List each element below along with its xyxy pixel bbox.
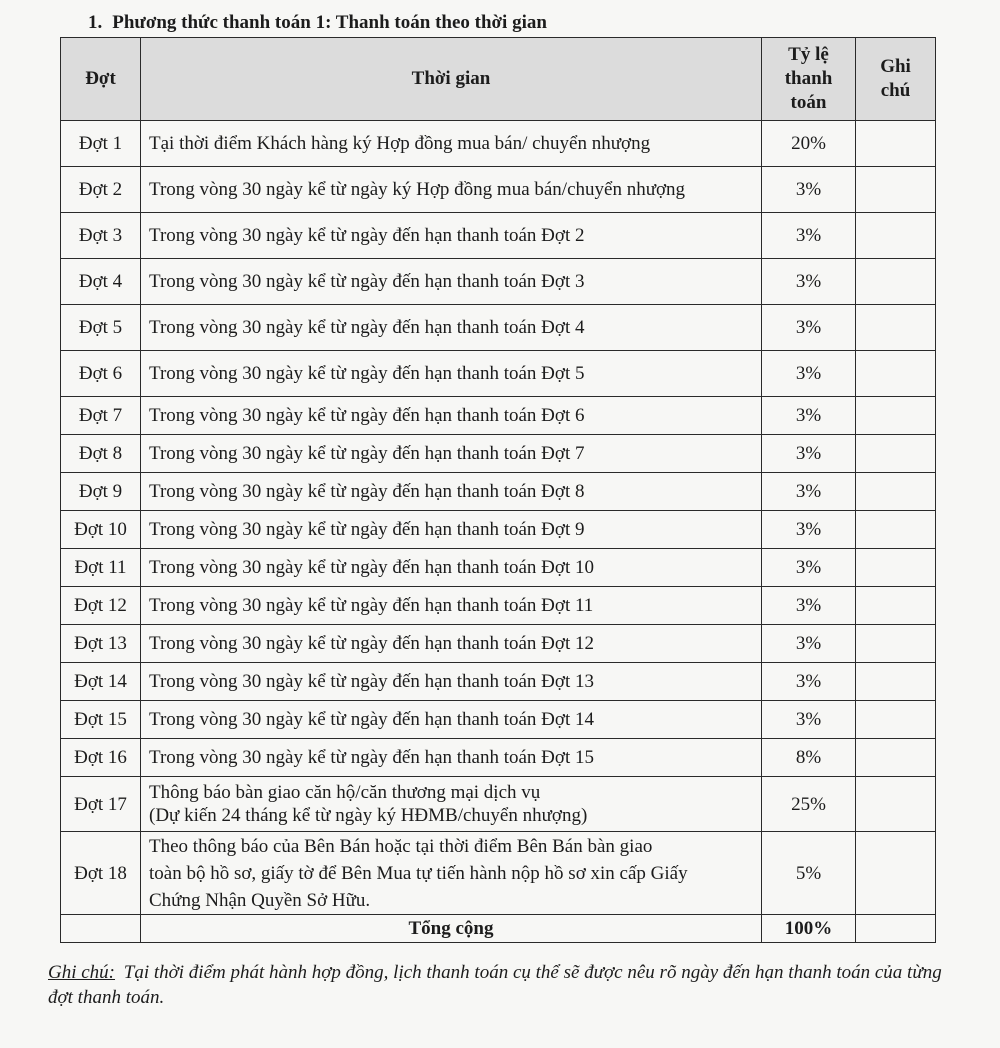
header-note-line: Ghi	[880, 56, 911, 77]
period-cell: Đợt 18	[61, 832, 141, 915]
period-cell: Đợt 3	[61, 213, 141, 259]
period-cell: Đợt 12	[61, 587, 141, 625]
rate-cell: 3%	[762, 587, 856, 625]
rate-cell: 25%	[762, 777, 856, 832]
total-note-cell	[856, 915, 936, 943]
time-cell	[141, 305, 762, 351]
table-row	[61, 587, 936, 625]
note-cell	[856, 121, 936, 167]
note-cell	[856, 259, 936, 305]
time-cell	[141, 435, 762, 473]
note-cell	[856, 305, 936, 351]
period-cell: Đợt 8	[61, 435, 141, 473]
table-row	[61, 663, 936, 701]
time-cell	[141, 213, 762, 259]
time-line: Trong vòng 30 ngày kể từ ngày đến hạn thanh toán Đợt 4	[149, 317, 585, 338]
total-row	[61, 915, 936, 943]
rate-cell: 8%	[762, 739, 856, 777]
header-note-line: chú	[880, 80, 911, 101]
table-row	[61, 397, 936, 435]
footnote-text: Tại thời điểm phát hành hợp đồng, lịch thanh toán cụ thể sẽ được nêu rõ ngày đến hạn thanh toán của từng đợt thanh toán.	[48, 962, 942, 1008]
time-cell	[141, 777, 762, 832]
rate-cell: 5%	[762, 832, 856, 915]
time-line: Chứng Nhận Quyền Sở Hữu.	[149, 889, 371, 911]
note-cell	[856, 473, 936, 511]
footnote-label: Ghi chú:	[48, 962, 116, 983]
note-cell	[856, 777, 936, 832]
time-line: Trong vòng 30 ngày kể từ ngày đến hạn thanh toán Đợt 9	[149, 519, 585, 540]
time-line: Trong vòng 30 ngày kể từ ngày đến hạn thanh toán Đợt 5	[149, 363, 585, 384]
time-line: toàn bộ hồ sơ, giấy tờ để Bên Mua tự tiến hành nộp hồ sơ xin cấp Giấy	[149, 862, 688, 884]
rate-cell: 3%	[762, 663, 856, 701]
note-cell	[856, 663, 936, 701]
time-cell	[141, 663, 762, 701]
period-cell: Đợt 6	[61, 351, 141, 397]
table-row	[61, 121, 936, 167]
header-rate	[762, 38, 856, 121]
time-line: Trong vòng 30 ngày kể từ ngày đến hạn thanh toán Đợt 7	[149, 443, 585, 464]
note-cell	[856, 701, 936, 739]
note-cell	[856, 587, 936, 625]
time-line: Trong vòng 30 ngày kể từ ngày đến hạn thanh toán Đợt 13	[149, 671, 594, 692]
time-line: Trong vòng 30 ngày kể từ ngày đến hạn thanh toán Đợt 15	[149, 747, 594, 768]
time-cell	[141, 121, 762, 167]
table-row	[61, 435, 936, 473]
table-row	[61, 351, 936, 397]
header-rate-line: Tỷ lệ	[788, 44, 829, 65]
note-cell	[856, 549, 936, 587]
period-cell: Đợt 5	[61, 305, 141, 351]
time-cell	[141, 351, 762, 397]
header-rate-line: thanh	[784, 68, 833, 89]
time-line: (Dự kiến 24 tháng kể từ ngày ký HĐMB/chuyển nhượng)	[149, 805, 588, 826]
payment-schedule-table	[60, 37, 936, 943]
header-period: Đợt	[61, 38, 141, 121]
total-period-cell	[61, 915, 141, 943]
rate-cell: 3%	[762, 701, 856, 739]
note-cell	[856, 435, 936, 473]
table-row	[61, 625, 936, 663]
time-line: Thông báo bàn giao căn hộ/căn thương mại dịch vụ	[149, 782, 541, 803]
time-cell	[141, 397, 762, 435]
time-line: Trong vòng 30 ngày kể từ ngày đến hạn thanh toán Đợt 8	[149, 481, 585, 502]
rate-cell: 3%	[762, 167, 856, 213]
table-row	[61, 739, 936, 777]
time-line: Theo thông báo của Bên Bán hoặc tại thời điểm Bên Bán bàn giao	[149, 835, 653, 857]
rate-cell: 3%	[762, 549, 856, 587]
table-row	[61, 213, 936, 259]
total-label: Tổng cộng	[141, 915, 762, 943]
table-row	[61, 167, 936, 213]
time-line: Trong vòng 30 ngày kể từ ngày đến hạn thanh toán Đợt 12	[149, 633, 594, 654]
note-cell	[856, 213, 936, 259]
time-line: Trong vòng 30 ngày kể từ ngày đến hạn thanh toán Đợt 10	[149, 557, 594, 578]
note-cell	[856, 739, 936, 777]
time-cell	[141, 473, 762, 511]
time-line: Tại thời điểm Khách hàng ký Hợp đồng mua bán/ chuyển nhượng	[149, 133, 651, 154]
table-row	[61, 305, 936, 351]
note-cell	[856, 832, 936, 915]
table-row	[61, 701, 936, 739]
table-row	[61, 259, 936, 305]
period-cell: Đợt 13	[61, 625, 141, 663]
time-cell	[141, 167, 762, 213]
period-cell: Đợt 11	[61, 549, 141, 587]
time-line: Trong vòng 30 ngày kể từ ngày đến hạn thanh toán Đợt 11	[149, 595, 594, 616]
rate-cell: 3%	[762, 625, 856, 663]
table-body	[61, 121, 936, 915]
rate-cell: 3%	[762, 213, 856, 259]
period-cell: Đợt 9	[61, 473, 141, 511]
header-time: Thời gian	[141, 38, 762, 121]
table-row	[61, 832, 936, 915]
time-line: Trong vòng 30 ngày kể từ ngày đến hạn thanh toán Đợt 6	[149, 405, 585, 426]
time-cell	[141, 701, 762, 739]
section-heading	[88, 12, 547, 34]
table-row	[61, 473, 936, 511]
rate-cell: 3%	[762, 435, 856, 473]
rate-cell: 20%	[762, 121, 856, 167]
time-cell	[141, 739, 762, 777]
note-cell	[856, 511, 936, 549]
note-cell	[856, 167, 936, 213]
table-header-row	[61, 38, 936, 121]
time-line: Trong vòng 30 ngày kể từ ngày đến hạn thanh toán Đợt 2	[149, 225, 585, 246]
time-cell	[141, 259, 762, 305]
rate-cell: 3%	[762, 351, 856, 397]
time-cell	[141, 832, 762, 915]
rate-cell: 3%	[762, 511, 856, 549]
time-cell	[141, 625, 762, 663]
table-row	[61, 549, 936, 587]
time-line: Trong vòng 30 ngày kể từ ngày ký Hợp đồng mua bán/chuyển nhượng	[149, 179, 686, 200]
period-cell: Đợt 7	[61, 397, 141, 435]
period-cell: Đợt 14	[61, 663, 141, 701]
section-title: Phương thức thanh toán 1: Thanh toán theo thời gian	[112, 12, 547, 33]
period-cell: Đợt 10	[61, 511, 141, 549]
period-cell: Đợt 15	[61, 701, 141, 739]
rate-cell: 3%	[762, 259, 856, 305]
time-cell	[141, 587, 762, 625]
time-cell	[141, 549, 762, 587]
table-row	[61, 777, 936, 832]
footnote	[48, 960, 953, 1010]
note-cell	[856, 397, 936, 435]
period-cell: Đợt 1	[61, 121, 141, 167]
period-cell: Đợt 17	[61, 777, 141, 832]
rate-cell: 3%	[762, 397, 856, 435]
section-number: 1.	[88, 12, 103, 33]
time-cell	[141, 511, 762, 549]
total-rate: 100%	[762, 915, 856, 943]
note-cell	[856, 351, 936, 397]
header-rate-line: toán	[790, 92, 827, 113]
table-row	[61, 511, 936, 549]
period-cell: Đợt 16	[61, 739, 141, 777]
time-line: Trong vòng 30 ngày kể từ ngày đến hạn thanh toán Đợt 3	[149, 271, 585, 292]
period-cell: Đợt 4	[61, 259, 141, 305]
note-cell	[856, 625, 936, 663]
rate-cell: 3%	[762, 473, 856, 511]
header-note	[856, 38, 936, 121]
rate-cell: 3%	[762, 305, 856, 351]
time-line: Trong vòng 30 ngày kể từ ngày đến hạn thanh toán Đợt 14	[149, 709, 594, 730]
period-cell: Đợt 2	[61, 167, 141, 213]
